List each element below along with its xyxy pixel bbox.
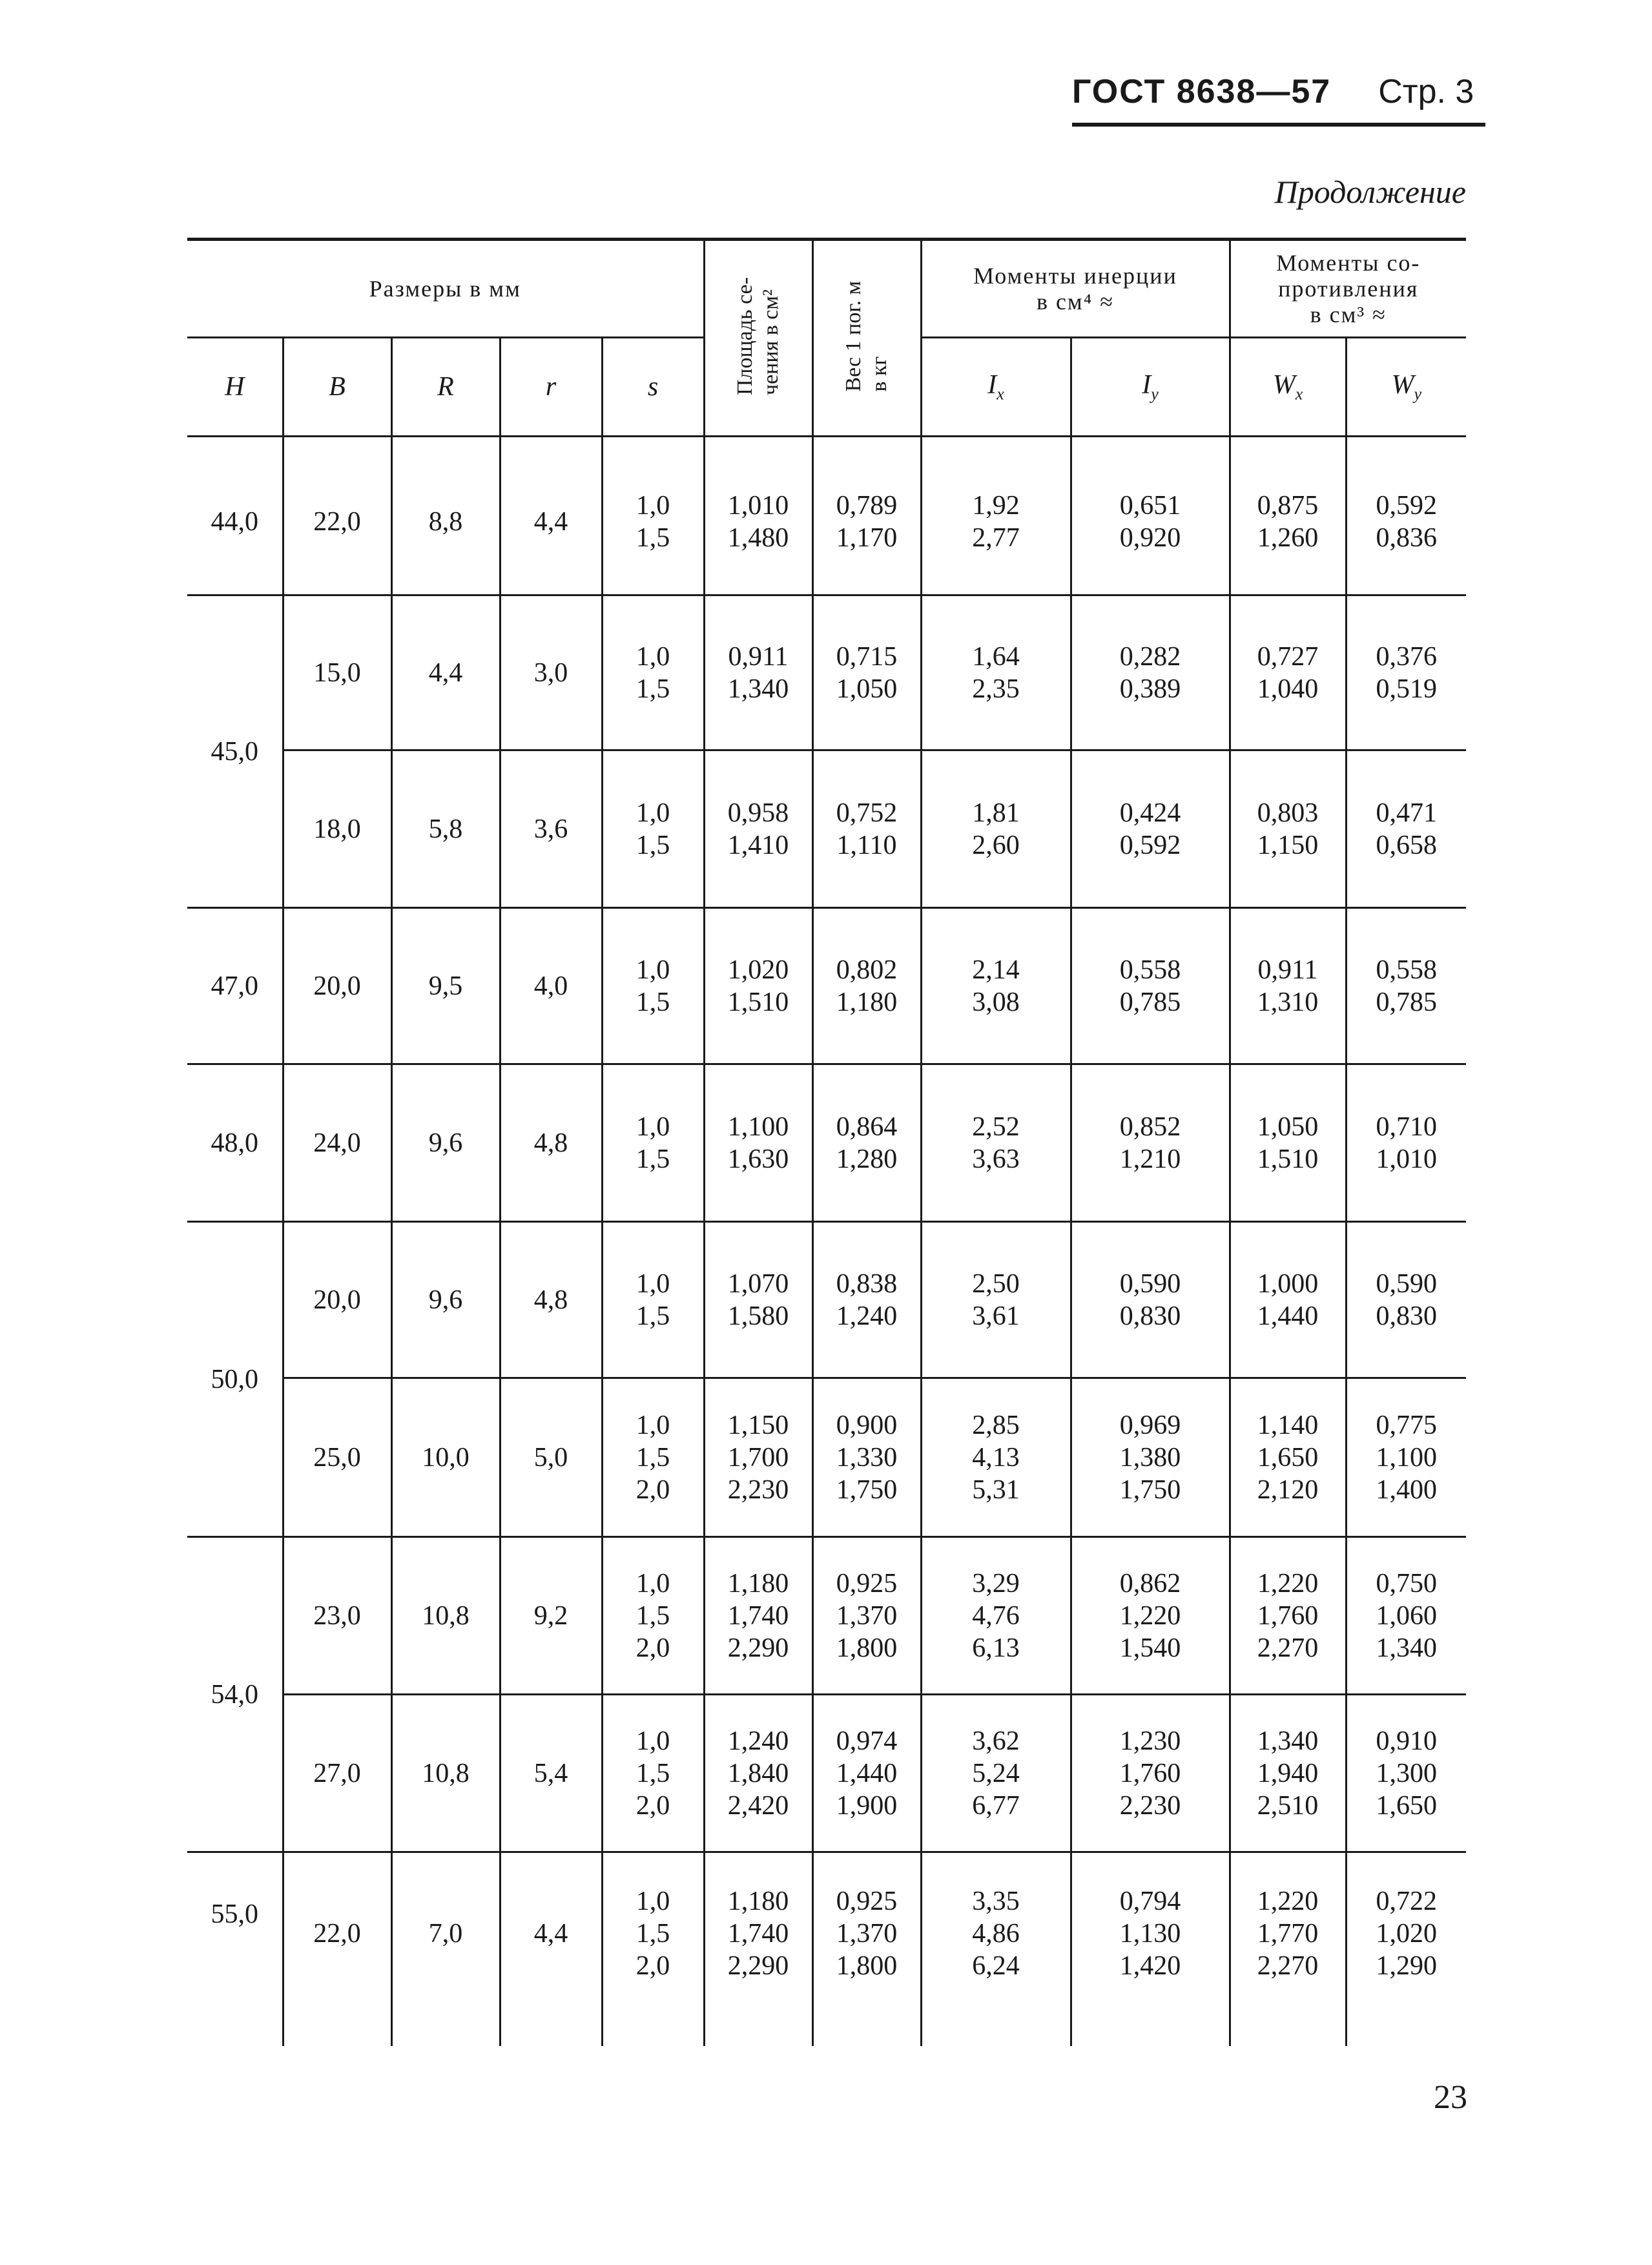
cell-Iy: 0,282 0,389: [1071, 595, 1230, 750]
cell-H: 54,0: [187, 1537, 283, 1852]
cell-Wy: 0,722 1,020 1,290: [1346, 1852, 1466, 2046]
table-row: [187, 1064, 1466, 1222]
cell-weight: 0,802 1,180: [812, 908, 921, 1064]
cell-area: 0,958 1,410: [704, 750, 812, 908]
cell-Wy: 0,558 0,785: [1346, 908, 1466, 1064]
cell-R: 9,5: [391, 908, 500, 1064]
cell-Wy: 0,750 1,060 1,340: [1346, 1537, 1466, 1695]
cell-Iy: 0,852 1,210: [1071, 1064, 1230, 1222]
cell-Wx: 1,220 1,770 2,270: [1230, 1852, 1346, 2046]
col-R: R: [391, 338, 500, 437]
continuation-label: Продолжение: [1274, 174, 1466, 210]
cell-Iy: 1,230 1,760 2,230: [1071, 1695, 1230, 1852]
cell-area: 1,180 1,740 2,290: [704, 1852, 812, 2046]
cell-weight: 0,752 1,110: [812, 750, 921, 908]
cell-Ix: 2,50 3,61: [921, 1222, 1071, 1378]
cell-R: 9,6: [391, 1222, 500, 1378]
cell-R: 10,8: [391, 1695, 500, 1852]
cell-B: 24,0: [283, 1064, 391, 1222]
cell-area: 1,180 1,740 2,290: [704, 1537, 812, 1695]
cell-s: 1,0 1,5 2,0: [602, 1378, 704, 1537]
cell-s: 1,0 1,5: [602, 750, 704, 908]
col-Ix: $I_x$: [921, 338, 1071, 437]
cell-H: 47,0: [187, 908, 283, 1064]
cell-R: 10,0: [391, 1378, 500, 1537]
cell-R: 9,6: [391, 1064, 500, 1222]
cell-B: 15,0: [283, 595, 391, 750]
cell-r: 5,4: [500, 1695, 602, 1852]
table-row: [187, 908, 1466, 1064]
cell-R: 5,8: [391, 750, 500, 908]
col-Wx: $W_x$: [1230, 338, 1346, 437]
cell-B: 20,0: [283, 908, 391, 1064]
cell-weight: 0,974 1,440 1,900: [812, 1695, 921, 1852]
cell-Wy: 0,775 1,100 1,400: [1346, 1378, 1466, 1537]
cell-s: 1,0 1,5: [602, 595, 704, 750]
cell-area: 1,020 1,510: [704, 908, 812, 1064]
cell-Wx: 1,000 1,440: [1230, 1222, 1346, 1378]
cell-Ix: 3,35 4,86 6,24: [921, 1852, 1071, 2046]
table-row: [187, 437, 1466, 595]
cell-Wy: 0,471 0,658: [1346, 750, 1466, 908]
col-s: s: [602, 338, 704, 437]
cell-s: 1,0 1,5 2,0: [602, 1852, 704, 2046]
table-row: [187, 1378, 1466, 1537]
cell-Ix: 1,64 2,35: [921, 595, 1071, 750]
cell-s: 1,0 1,5: [602, 908, 704, 1064]
cell-weight: 0,715 1,050: [812, 595, 921, 750]
cell-Wx: 0,727 1,040: [1230, 595, 1346, 750]
cell-B: 22,0: [283, 1852, 391, 2046]
cell-area: 1,010 1,480: [704, 437, 812, 595]
inertia-header: Моменты инерции в см⁴ ≈: [921, 240, 1230, 338]
cell-weight: 0,789 1,170: [812, 437, 921, 595]
cell-Wy: 0,592 0,836: [1346, 437, 1466, 595]
cell-r: 4,8: [500, 1222, 602, 1378]
cell-R: 8,8: [391, 437, 500, 595]
cell-s: 1,0 1,5: [602, 1222, 704, 1378]
cell-weight: 0,925 1,370 1,800: [812, 1537, 921, 1695]
cell-R: 7,0: [391, 1852, 500, 2046]
weight-header: Вес 1 пог. м в кг: [812, 240, 921, 437]
cell-Wx: 0,803 1,150: [1230, 750, 1346, 908]
cell-area: 0,911 1,340: [704, 595, 812, 750]
cell-weight: 0,838 1,240: [812, 1222, 921, 1378]
cell-r: 4,4: [500, 437, 602, 595]
cell-Iy: 0,651 0,920: [1071, 437, 1230, 595]
page-number: 23: [1434, 2079, 1467, 2116]
cell-B: 27,0: [283, 1695, 391, 1852]
cell-r: 4,4: [500, 1852, 602, 2046]
cell-Iy: 0,558 0,785: [1071, 908, 1230, 1064]
cell-Wy: 0,376 0,519: [1346, 595, 1466, 750]
cell-r: 3,0: [500, 595, 602, 750]
table-row: [187, 750, 1466, 908]
cell-B: 22,0: [283, 437, 391, 595]
cell-Wx: 1,140 1,650 2,120: [1230, 1378, 1346, 1537]
page-header: [1072, 72, 1485, 127]
cell-s: 1,0 1,5 2,0: [602, 1537, 704, 1695]
cell-R: 4,4: [391, 595, 500, 750]
cell-Ix: 2,85 4,13 5,31: [921, 1378, 1071, 1537]
cell-s: 1,0 1,5: [602, 1064, 704, 1222]
header-row-groups: [187, 240, 1466, 338]
cell-Ix: 1,81 2,60: [921, 750, 1071, 908]
page-label: Стр. 3: [1378, 73, 1474, 110]
cell-B: 18,0: [283, 750, 391, 908]
area-header: Площадь се- чения в см²: [704, 240, 812, 437]
cell-r: 9,2: [500, 1537, 602, 1695]
cell-B: 20,0: [283, 1222, 391, 1378]
standard-number: ГОСТ 8638—57: [1072, 73, 1332, 110]
cell-Wy: 0,710 1,010: [1346, 1064, 1466, 1222]
cell-Wy: 0,590 0,830: [1346, 1222, 1466, 1378]
col-Wy: $W_y$: [1346, 338, 1466, 437]
cell-Wx: 1,340 1,940 2,510: [1230, 1695, 1346, 1852]
cell-H: 44,0: [211, 506, 258, 537]
cell-Ix: 3,62 5,24 6,77: [921, 1695, 1071, 1852]
col-H: H: [187, 338, 283, 437]
cell-s: 1,0 1,5: [602, 437, 704, 595]
cell-weight: 0,925 1,370 1,800: [812, 1852, 921, 2046]
cell-Wx: 0,911 1,310: [1230, 908, 1346, 1064]
resistance-header: Моменты со- противления в см³ ≈: [1230, 240, 1466, 338]
profile-table: [187, 238, 1466, 2046]
col-Iy: $I_y$: [1071, 338, 1230, 437]
cell-Iy: 0,862 1,220 1,540: [1071, 1537, 1230, 1695]
cell-Iy: 0,590 0,830: [1071, 1222, 1230, 1378]
cell-r: 5,0: [500, 1378, 602, 1537]
cell-r: 4,0: [500, 908, 602, 1064]
cell-H: 50,0: [187, 1222, 283, 1537]
table-row: [187, 595, 1466, 750]
cell-Wy: 0,910 1,300 1,650: [1346, 1695, 1466, 1852]
cell-Ix: 2,14 3,08: [921, 908, 1071, 1064]
cell-r: 4,8: [500, 1064, 602, 1222]
cell-Wx: 1,050 1,510: [1230, 1064, 1346, 1222]
cell-s: 1,0 1,5 2,0: [602, 1695, 704, 1852]
cell-Iy: 0,424 0,592: [1071, 750, 1230, 908]
cell-B: 25,0: [283, 1378, 391, 1537]
cell-r: 3,6: [500, 750, 602, 908]
cell-Ix: 1,92 2,77: [921, 437, 1071, 595]
table-row: [187, 1695, 1466, 1852]
table-row: [187, 1852, 1466, 2046]
cell-Wx: 1,220 1,760 2,270: [1230, 1537, 1346, 1695]
cell-area: 1,150 1,700 2,230: [704, 1378, 812, 1537]
cell-B: 23,0: [283, 1537, 391, 1695]
dimensions-header: Размеры в мм: [187, 240, 704, 338]
cell-weight: 0,900 1,330 1,750: [812, 1378, 921, 1537]
cell-area: 1,100 1,630: [704, 1064, 812, 1222]
col-r: r: [500, 338, 602, 437]
table-row: [187, 1222, 1466, 1378]
cell-R: 10,8: [391, 1537, 500, 1695]
cell-Ix: 3,29 4,76 6,13: [921, 1537, 1071, 1695]
cell-H: 45,0: [187, 595, 283, 908]
col-B: B: [283, 338, 391, 437]
table-row: [187, 1537, 1466, 1695]
cell-Wx: 0,875 1,260: [1230, 437, 1346, 595]
cell-weight: 0,864 1,280: [812, 1064, 921, 1222]
cell-Ix: 2,52 3,63: [921, 1064, 1071, 1222]
cell-area: 1,240 1,840 2,420: [704, 1695, 812, 1852]
cell-Iy: 0,969 1,380 1,750: [1071, 1378, 1230, 1537]
cell-H: 55,0: [187, 1852, 283, 2046]
cell-area: 1,070 1,580: [704, 1222, 812, 1378]
cell-Iy: 0,794 1,130 1,420: [1071, 1852, 1230, 2046]
cell-H: 48,0: [187, 1064, 283, 1222]
